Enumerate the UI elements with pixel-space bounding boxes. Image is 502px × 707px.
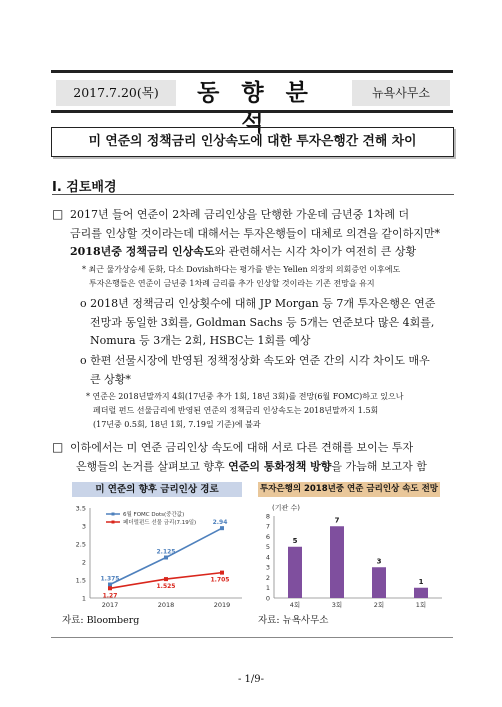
data-point [164,556,168,560]
x-tick-label: 1회 [415,601,427,609]
header-bottom-rule [51,110,453,113]
data-label: 1 [418,577,424,586]
paragraph-line: 2018년중 정책금리 인상속도와 관련해서는 시각 차이가 여전히 큰 상황 [70,245,417,258]
y-tick-label: 5 [265,543,270,552]
data-point [108,586,112,590]
y-tick-label: 2 [81,558,86,567]
y-tick-label: 2.5 [75,540,86,549]
y-tick-label: 2 [265,573,270,582]
data-point [164,577,168,581]
data-label: 2.94 [212,519,228,527]
checkbox-bullet-icon: □ [52,440,64,454]
emphasis-text: 2018년중 정책금리 인상속도 [70,245,215,258]
paragraph-2: o 2018년 정책금리 인상횟수에 대해 JP Morgan 등 7개 투자은행은 연준 전망과 동일한 3회를, Goldman Sachs 등 5개는 연준보다 많은 4회를, Nomura 등 3개는 2회, HSBC는 1회를 예상 [80,297,436,347]
x-tick-label: 4회 [289,601,301,609]
page-number: - 1/9- [237,674,265,685]
legend-marker [112,521,115,524]
y-tick-label: 1 [265,584,270,593]
bar [288,547,302,598]
data-label: 2.125 [156,548,176,556]
y-tick-label: 1.5 [75,576,86,585]
bar [330,526,344,598]
data-point [220,526,224,530]
y-axis-label: (기관 수) [272,504,300,512]
data-label: 1.705 [210,576,230,584]
footnote-1: * 최근 물가상승세 둔화, 다소 Dovish하다는 평가를 받는 Yellen 의장의 의회증언 이후에도 투자은행들은 연준이 금년중 1차례 금리를 추가 인상할 것이라는 기존 전망을 유지 [82,265,401,288]
report-type-title: 동 향 분 석 [197,80,315,136]
y-tick-label: 3 [81,522,86,531]
x-tick-label: 2회 [373,601,385,609]
paragraph-3: o 한편 선물시장에 반영된 정책정상화 속도와 연준 간의 시각 차이도 매우 큰 상황* [80,354,430,386]
chart-2-source: 자료: 뉴욕사무소 [258,615,329,626]
header-top-rule [51,70,453,73]
emphasis-text: 연준의 통화정책 방향 [228,459,332,473]
bar [372,567,386,598]
chart-1-line [62,500,252,612]
x-tick-label: 2019 [213,601,231,609]
section-rule [52,194,454,195]
legend-label: 페더럴펀드 선물 금리(7.19일) [123,520,197,527]
y-tick-label: 0 [265,594,270,603]
y-tick-label: 3.5 [75,504,86,513]
section-heading: Ⅰ. 검토배경 [52,180,117,195]
data-point [220,571,224,575]
checkbox-bullet-icon: □ [52,207,64,221]
paragraph-1 [70,206,454,262]
bottom-rule [51,637,453,638]
bar [414,588,428,598]
y-tick-label: 4 [265,553,270,562]
data-label: 1.375 [100,575,120,583]
legend-label: 6월 FOMC Dots(중간값) [123,512,185,519]
chart-2-title: 투자은행의 2018년중 연준 금리인상 속도 전망 [258,482,440,497]
data-label: 7 [334,516,340,525]
chart-1-title: 미 연준의 향후 금리인상 경로 [72,482,242,497]
y-tick-label: 3 [265,563,270,572]
y-tick-label: 1 [81,594,86,603]
report-date: 2017.7.20(목) [56,80,176,106]
paragraph-line: 2017년 들어 연준이 2차례 금리인상을 단행한 가운데 금년중 1차례 더 [70,208,410,221]
y-tick-label: 8 [265,512,270,521]
y-tick-label: 7 [265,522,270,531]
data-label: 1.525 [156,583,176,591]
footnote-2: * 연준은 2018년말까지 4회(17년중 추가 1회, 18년 3회)를 전망(6월 FOMC)하고 있으나 페더럴 펀드 선물금리에 반영된 연준의 정책금리 인상속도는 2018년말까지 1.5회 (17년중 0.5회, 18년 1회, 7.19일 기준)에 불과 [86,392,404,429]
y-tick-label: 6 [265,532,270,541]
x-tick-label: 3회 [331,601,343,609]
x-tick-label: 2017 [101,601,119,609]
paragraph-4: 이하에서는 미 연준 금리인상 속도에 대해 서로 다른 견해를 보이는 투자 은행들의 논거를 살펴보고 향후 연준의 통화정책 방향을 가늠해 보고자 함 [70,441,427,473]
chart-1-source: 자료: Bloomberg [62,615,140,626]
data-label: 5 [292,536,298,545]
data-label: 1.27 [102,592,118,600]
office-name: 뉴욕사무소 [352,80,450,106]
x-tick-label: 2018 [157,601,175,609]
data-point [108,583,112,587]
document-title: 미 연준의 정책금리 인상속도에 대한 투자은행간 견해 차이 [51,127,454,157]
chart-2-bar [256,498,450,612]
data-label: 3 [376,557,382,566]
legend-marker [112,513,115,516]
paragraph-line: 금리를 인상할 것이라는데 대해서는 투자은행들이 대체로 의견을 같이하지만* [70,226,441,240]
